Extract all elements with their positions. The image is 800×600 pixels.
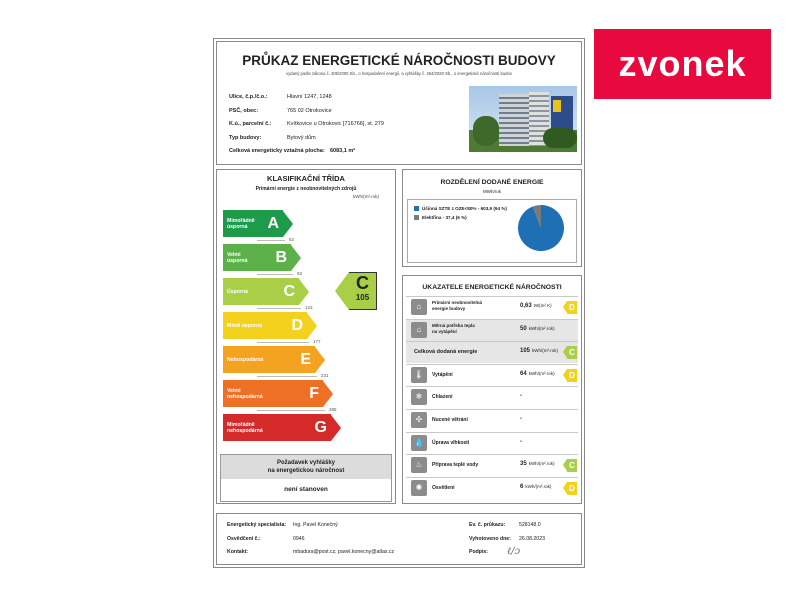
energy-split-chart-area [407, 199, 577, 263]
indicators-title: UKAZATELE ENERGETICKÉ NÁROČNOSTI [422, 284, 562, 291]
info-value: Bytový dům [287, 134, 316, 141]
grade-badge: D [567, 369, 577, 382]
indicator-row [406, 341, 578, 363]
info-value: Hlavní 1247, 1248 [287, 94, 332, 100]
indicator-row [406, 386, 578, 408]
threshold-value: 62 [289, 237, 295, 242]
snowflake-icon: ❄ [411, 389, 427, 405]
footer-label: Podpis: [469, 549, 489, 555]
class-letter: G [314, 418, 327, 436]
indicator-label: Měrná potřeba tepla na vytápění [432, 322, 475, 334]
indicator-row [406, 296, 578, 318]
indicator-label: Nucené větrání [432, 417, 468, 423]
info-label: Typ budovy: [229, 134, 262, 141]
energy-split-pie [408, 200, 576, 262]
indicators-panel [402, 275, 582, 504]
class-letter: B [275, 248, 287, 266]
indicator-row [406, 432, 578, 454]
indicator-value [520, 326, 555, 332]
class-arrow-d [223, 312, 317, 339]
threshold-line [257, 274, 293, 275]
footer-value: mbadura@post.cz, pavel.konecny@atlas.cz [293, 549, 395, 555]
energy-split-unit: MWh/rok [483, 189, 501, 194]
class-arrow-g [223, 414, 341, 441]
class-label: Velmi úsporná [227, 251, 248, 264]
grade-badge: C [567, 459, 577, 472]
indicator-label: Úprava vlhkosti [432, 439, 470, 446]
threshold-value: 231 [321, 373, 329, 378]
current-class-value: 105 [355, 293, 370, 302]
energy-split-panel [402, 169, 582, 267]
class-letter: F [309, 384, 319, 402]
bulb-icon: ✺ [411, 480, 427, 496]
area-value: 6083,1 m² [330, 148, 356, 154]
energy-certificate [213, 38, 585, 568]
class-arrow-e [223, 346, 325, 373]
area-label: Celková energeticky vztažná plocha: [229, 148, 325, 154]
indicator-value [520, 371, 555, 377]
class-label: Méně úsporná [227, 322, 263, 329]
indicator-unit: kWh/(m².rok) [525, 483, 552, 489]
class-label: Velmi nehospodárná [227, 387, 263, 400]
footer-label: Vyhotoveno dne: [469, 535, 511, 542]
indicator-label: Osvětlení [432, 484, 455, 491]
indicator-value [520, 416, 524, 422]
threshold-value: 177 [313, 339, 321, 344]
legend-label: Elektřina - 37,4 (6 %) [422, 215, 467, 220]
signature: ℓ∕ɔ [507, 546, 521, 557]
info-value: 765 02 Otrokovice [287, 107, 332, 114]
indicator-row [406, 477, 578, 499]
energy-split-title: ROZDĚLENÍ DODANÉ ENERGIE [440, 179, 544, 186]
fan-icon: ✣ [411, 412, 427, 428]
class-label: Mimořádně nehospodárná [227, 421, 263, 434]
grade-badge: C [567, 346, 577, 359]
grade-badge: D [567, 301, 577, 314]
brand-logo [594, 29, 771, 99]
certificate-footer [216, 513, 582, 565]
indicator-row [406, 409, 578, 431]
class-letter: D [291, 316, 303, 334]
indicator-value-number: 35 [520, 461, 527, 468]
requirement-box [220, 454, 392, 502]
indicator-row [406, 454, 578, 476]
indicator-value [520, 303, 552, 309]
class-label: Nehospodárná [227, 356, 264, 363]
class-arrow-a [223, 210, 293, 237]
indicator-value-number: 105 [520, 348, 531, 355]
grade-badge: D [567, 482, 577, 495]
indicator-value [520, 461, 555, 467]
footer-value: 528148.0 [519, 522, 541, 528]
class-letter: A [267, 214, 279, 232]
indicator-label: Příprava teplé vody [432, 462, 479, 469]
indicator-value-number: 6 [520, 483, 524, 490]
footer-value: 26.08.2023 [519, 535, 545, 542]
class-arrow-b [223, 244, 301, 271]
threshold-value: 123 [305, 305, 313, 310]
indicator-row [406, 319, 578, 341]
humidity-icon: 💧 [411, 435, 427, 451]
indicator-unit: kWh/(m².rok) [528, 461, 555, 467]
classification-unit: kWh/(m².rok) [353, 194, 379, 199]
building-photo [469, 86, 577, 152]
thermometer-icon: 🌡 [411, 367, 427, 383]
threshold-line [257, 342, 309, 343]
threshold-value: 93 [297, 271, 303, 276]
indicator-unit: kWh/(m².rok) [532, 348, 559, 354]
indicator-value [520, 348, 558, 354]
indicator-label: Chlazení [432, 394, 453, 401]
indicator-value [520, 393, 524, 399]
indicator-value-number: - [520, 393, 522, 400]
footer-value: Ing. Pavel Konečný [293, 522, 338, 528]
class-arrow-f [223, 380, 333, 407]
footer-value: 0946 [293, 535, 305, 542]
threshold-line [257, 376, 317, 377]
threshold-line [257, 308, 301, 309]
class-label: Mimořádně úsporná [227, 217, 255, 230]
building-icon: ⌂ [411, 322, 427, 338]
indicator-value-number: 0,63 [520, 303, 532, 309]
info-label: K.ú., parcelní č.: [229, 121, 272, 127]
class-letter: C [283, 282, 295, 300]
indicator-unit: W/(m².K) [533, 303, 552, 308]
footer-label: Kontakt: [227, 549, 249, 555]
indicator-unit: kWh/(m².rok) [528, 325, 555, 331]
requirement-value: není stanoven [284, 486, 328, 493]
certificate-subtitle: vydaný podle zákona č. 406/2000 Sb., o hospodaření energií, a vyhlášky č. 264/2020 Sb., o energetické náročnosti budov [286, 71, 512, 76]
threshold-line [257, 410, 325, 411]
classification-panel [216, 169, 396, 504]
current-class-letter: C [356, 273, 369, 293]
footer-label: Energetický specialista: [227, 522, 287, 528]
classification-title: KLASIFIKAČNÍ TŘÍDA [267, 174, 345, 183]
classification-subtitle: Primární energie z neobnovitelných zdrojů [255, 186, 357, 192]
building-icon: ⌂ [411, 299, 427, 315]
certificate-header [216, 41, 582, 165]
indicator-value-number: - [520, 438, 522, 445]
footer-label: Osvědčení č.: [227, 535, 261, 542]
brand-logo-text: zvonek [618, 43, 747, 84]
indicator-label: Celková dodaná energie [414, 349, 478, 356]
indicator-label: Vytápění [432, 371, 453, 378]
indicator-value [520, 484, 551, 490]
threshold-line [257, 240, 285, 241]
indicator-value [520, 439, 524, 445]
requirement-title: Požadavek vyhlášky na energetickou náročnost [221, 455, 391, 479]
indicators-table [406, 296, 578, 500]
legend-label: Účinná SZTE z OZE<80% - 603,9 (94 %) [422, 206, 507, 211]
class-arrow-c [223, 278, 309, 305]
threshold-value: 285 [329, 407, 337, 412]
indicator-value-number: - [520, 416, 522, 422]
info-label: PSČ, obec: [229, 107, 259, 114]
info-label: Ulice, č.p./č.o.: [229, 94, 268, 100]
info-value: Kvítkovice u Otrokovic [716766], st. 279 [287, 121, 384, 127]
indicator-value-number: 50 [520, 325, 527, 332]
certificate-title: PRŮKAZ ENERGETICKÉ NÁROČNOSTI BUDOVY [242, 53, 556, 68]
indicator-row [406, 364, 578, 386]
indicator-value-number: 64 [520, 370, 527, 377]
footer-label: Ev. č. průkazu: [469, 522, 506, 528]
indicator-unit: kWh/(m².rok) [528, 370, 555, 376]
class-label: Úsporná [227, 288, 249, 295]
indicator-label: Primární neobnovitelná energie budovy [432, 300, 483, 311]
class-letter: E [300, 350, 311, 368]
current-class-marker [335, 272, 377, 310]
tap-icon: ♨ [411, 457, 427, 473]
